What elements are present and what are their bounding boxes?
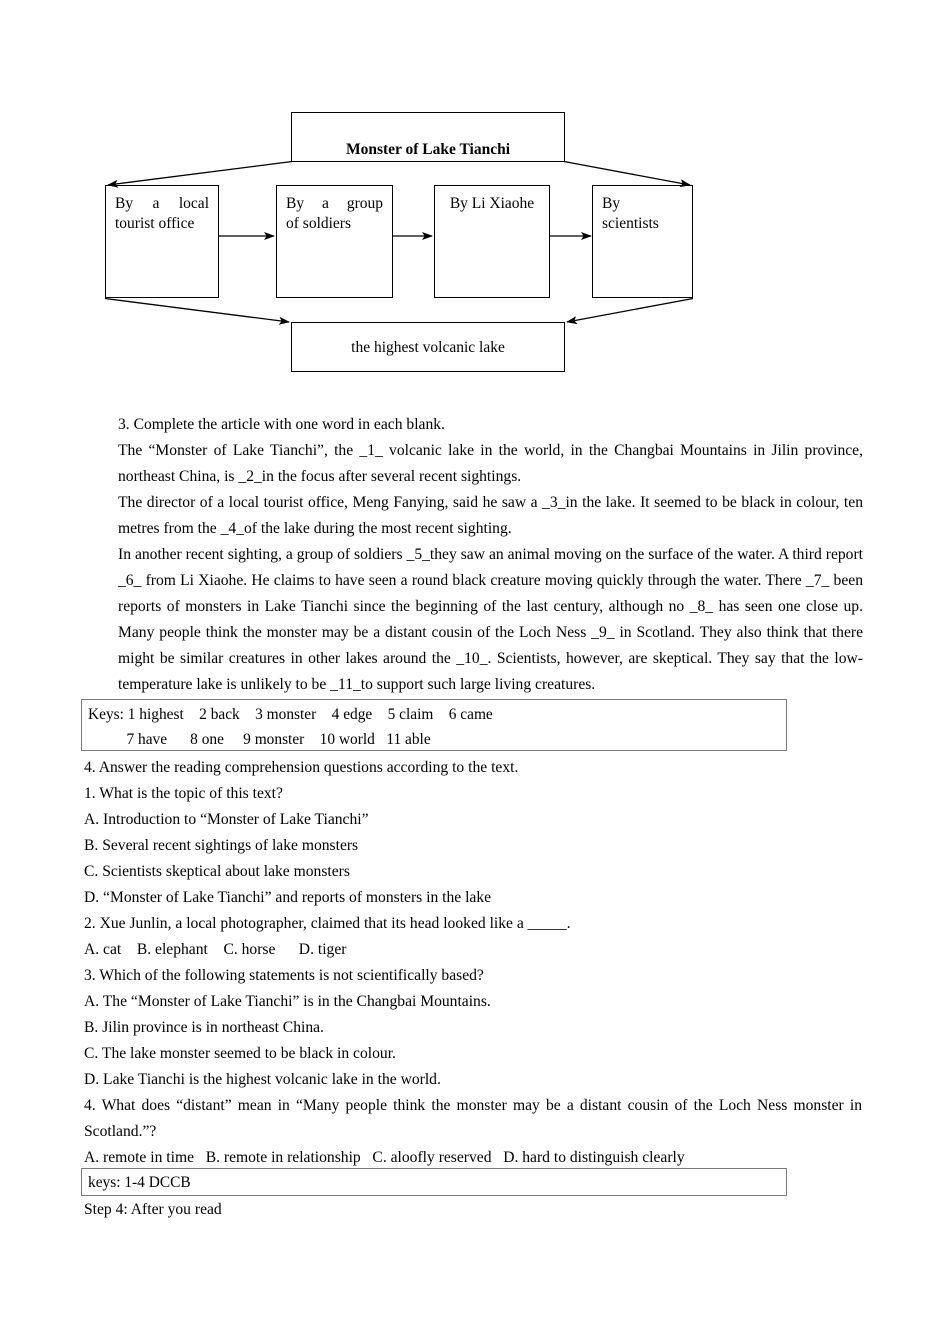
diagram-title-box <box>291 112 565 162</box>
arrow-title-to-box4 <box>564 162 690 186</box>
task4-q1-option-a[interactable]: A. Introduction to “Monster of Lake Tianchi” <box>84 811 369 828</box>
task4-q2-options[interactable]: A. cat B. elephant C. horse D. tiger <box>84 941 347 958</box>
diagram-bottom-text: the highest volcanic lake <box>351 339 505 356</box>
task4-q4-options[interactable]: A. remote in time B. remote in relationship C. aloofly reserved D. hard to distinguish clearly <box>84 1149 685 1166</box>
diagram-source-box-2 <box>276 185 393 298</box>
diagram-source-box-1 <box>105 185 219 298</box>
task4-q4-stem: 4. What does “distant” mean in “Many people think the monster may be a distant cousin of the Loch Ness monster in Scotland.”? <box>84 1097 862 1140</box>
task4-q2-stem: 2. Xue Junlin, a local photographer, claimed that its head looked like a _____. <box>84 915 571 932</box>
diagram-source-box-1-line2: tourist office <box>115 214 195 232</box>
diagram-source-box-4 <box>592 185 693 298</box>
task3-section <box>118 412 863 698</box>
task4-q1-option-d[interactable]: D. “Monster of Lake Tianchi” and reports of monsters in the lake <box>84 889 492 906</box>
task4-q3-option-b[interactable]: B. Jilin province is in northeast China. <box>84 1019 324 1036</box>
task4-q1-option-b[interactable]: B. Several recent sightings of lake monsters <box>84 837 359 854</box>
task4-heading: 4. Answer the reading comprehension questions according to the text. <box>84 759 519 776</box>
diagram-source-box-3-line1: By Li Xiaohe <box>449 195 535 212</box>
flow-diagram <box>0 0 950 400</box>
diagram-source-box-3 <box>434 185 550 298</box>
task3-paragraph-3: In another recent sighting, a group of soldiers _5_they saw an animal moving on the surface of the water. A third report _6_ from Li Xiaohe. He claims to have seen a round black creature moving quickly through the water. There _7_ been reports of monsters in Lake Tianchi since the beginning of the last century, although no _8_ has seen one close up. Many people think the monster may be a distant cousin of the Loch Ness _9_ in Scotland. They also think that there might be similar creatures in other lakes around the _10_. Scientists, however, are skeptical. They say that the low-temperature lake is unlikely to be _11_to support such large living creatures. <box>118 546 863 693</box>
task4-question-list <box>84 781 874 1171</box>
diagram-bottom-box <box>291 322 565 372</box>
arrow-title-to-box1 <box>108 162 292 186</box>
task3-paragraph-1: The “Monster of Lake Tianchi”, the _1_ volcanic lake in the world, in the Changbai Mountains in Jilin province, northeast China, is _2_in the focus after several recent sightings. <box>118 442 863 485</box>
task3-keys-line-1: Keys: 1 highest 2 back 3 monster 4 edge 5 claim 6 came <box>88 706 493 723</box>
task3-heading: 3. Complete the article with one word in each blank. <box>118 416 445 433</box>
footer-block <box>84 1197 874 1223</box>
diagram-source-box-4-line1: By <box>602 195 621 212</box>
diagram-source-box-1-line1: By a local <box>115 195 209 212</box>
task4-keys-box <box>81 1168 787 1196</box>
diagram-source-box-4-line2: scientists <box>602 214 659 232</box>
task3-paragraph-2: The director of a local tourist office, Meng Fanying, said he saw a _3_in the lake. It seemed to be black in colour, ten metres from the _4_of the lake during the most recent sighting. <box>118 494 863 537</box>
task4-q1-option-c[interactable]: C. Scientists skeptical about lake monsters <box>84 863 350 880</box>
diagram-source-box-2-line2: of soldiers <box>286 214 352 232</box>
diagram-title-text: Monster of Lake Tianchi <box>345 141 511 159</box>
task3-keys-box <box>81 699 787 751</box>
task4-q3-option-d[interactable]: D. Lake Tianchi is the highest volcanic lake in the world. <box>84 1071 441 1088</box>
task4-q3-option-c[interactable]: C. The lake monster seemed to be black in colour. <box>84 1045 396 1062</box>
task4-q3-option-a[interactable]: A. The “Monster of Lake Tianchi” is in the Changbai Mountains. <box>84 993 491 1010</box>
arrow-box1-to-bottom <box>105 299 289 323</box>
arrow-box4-to-bottom <box>567 299 693 323</box>
task4-heading-block <box>84 755 874 781</box>
footer-step-label: Step 4: After you read <box>84 1201 222 1218</box>
task4-q1-stem: 1. What is the topic of this text? <box>84 785 283 802</box>
task3-keys-line-2: 7 have 8 one 9 monster 10 world 11 able <box>88 731 431 748</box>
diagram-source-box-2-line1: By a group <box>286 195 383 212</box>
task4-q3-stem: 3. Which of the following statements is not scientifically based? <box>84 967 484 984</box>
task4-keys-line: keys: 1-4 DCCB <box>88 1174 191 1191</box>
